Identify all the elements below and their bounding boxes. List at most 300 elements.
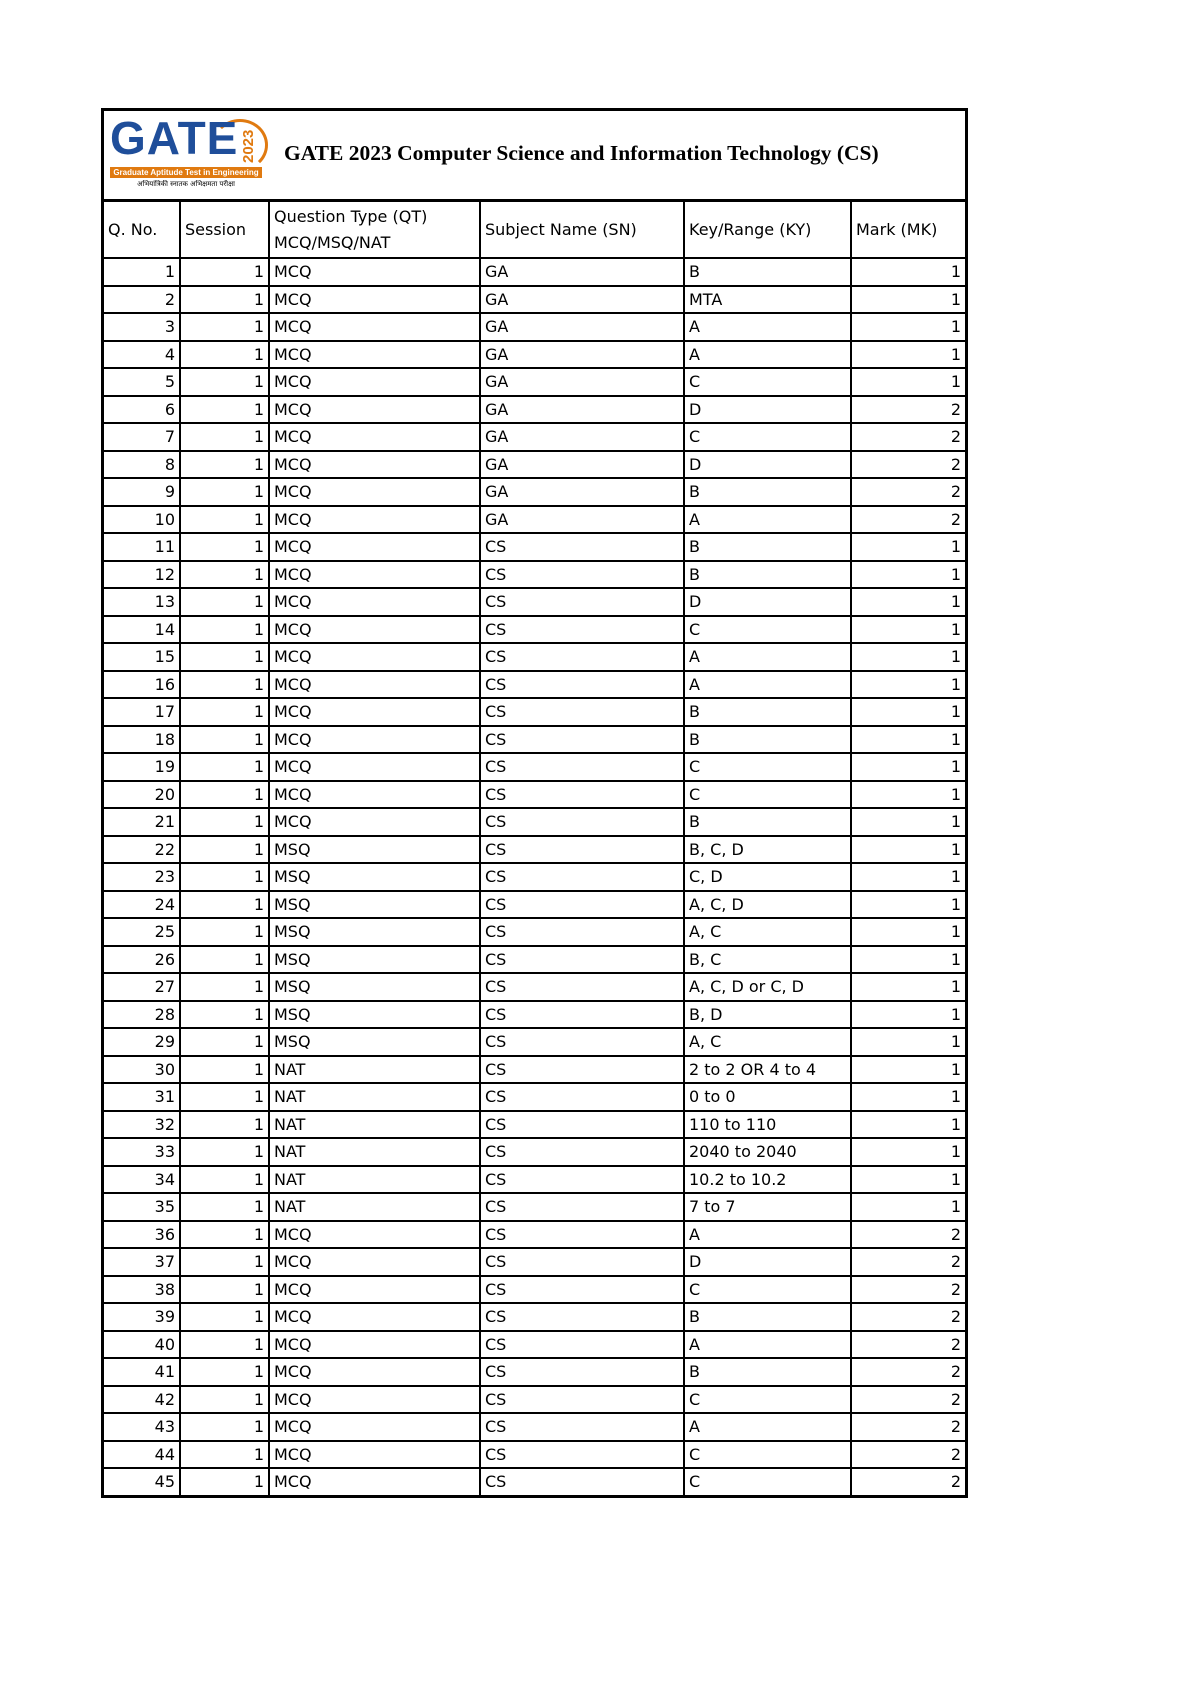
- cell-mark: 1: [851, 726, 965, 754]
- cell-question-type: MCQ: [269, 1358, 480, 1386]
- cell-mark: 1: [851, 588, 965, 616]
- cell-qno: 13: [104, 588, 180, 616]
- cell-subject: CS: [480, 1468, 684, 1495]
- cell-key: A: [684, 671, 851, 699]
- cell-mark: 2: [851, 396, 965, 424]
- cell-subject: CS: [480, 561, 684, 589]
- cell-qno: 10: [104, 506, 180, 534]
- cell-question-type: MSQ: [269, 918, 480, 946]
- cell-subject: CS: [480, 1441, 684, 1469]
- column-header-mark: Mark (MK): [851, 202, 965, 258]
- cell-subject: GA: [480, 258, 684, 286]
- column-header-qno: Q. No.: [104, 202, 180, 258]
- cell-subject: CS: [480, 1358, 684, 1386]
- cell-session: 1: [180, 1276, 269, 1304]
- cell-mark: 2: [851, 478, 965, 506]
- cell-mark: 1: [851, 1111, 965, 1139]
- cell-mark: 1: [851, 1166, 965, 1194]
- cell-mark: 1: [851, 643, 965, 671]
- cell-qno: 39: [104, 1303, 180, 1331]
- cell-qno: 11: [104, 533, 180, 561]
- cell-key: A, C: [684, 918, 851, 946]
- cell-mark: 1: [851, 1028, 965, 1056]
- cell-question-type: NAT: [269, 1056, 480, 1084]
- cell-mark: 1: [851, 313, 965, 341]
- cell-mark: 1: [851, 973, 965, 1001]
- cell-qno: 36: [104, 1221, 180, 1249]
- cell-subject: CS: [480, 1083, 684, 1111]
- page-title: GATE 2023 Computer Science and Information Technology (CS): [284, 141, 879, 165]
- table-row: [104, 1083, 965, 1111]
- logo-word: GATE: [110, 112, 239, 164]
- cell-key: B: [684, 1358, 851, 1386]
- table-row: [104, 561, 965, 589]
- cell-subject: CS: [480, 1331, 684, 1359]
- cell-session: 1: [180, 946, 269, 974]
- table-row: [104, 891, 965, 919]
- cell-key: C: [684, 1468, 851, 1495]
- cell-subject: GA: [480, 451, 684, 479]
- table-row: [104, 1221, 965, 1249]
- cell-session: 1: [180, 451, 269, 479]
- cell-qno: 38: [104, 1276, 180, 1304]
- table-row: [104, 836, 965, 864]
- cell-subject: GA: [480, 341, 684, 369]
- table-row: [104, 1441, 965, 1469]
- cell-qno: 31: [104, 1083, 180, 1111]
- cell-question-type: MCQ: [269, 423, 480, 451]
- cell-key: C: [684, 753, 851, 781]
- cell-mark: 2: [851, 1331, 965, 1359]
- table-row: [104, 1028, 965, 1056]
- cell-session: 1: [180, 506, 269, 534]
- cell-qno: 17: [104, 698, 180, 726]
- cell-qno: 25: [104, 918, 180, 946]
- cell-session: 1: [180, 588, 269, 616]
- cell-key: C, D: [684, 863, 851, 891]
- table-row: [104, 368, 965, 396]
- cell-qno: 35: [104, 1193, 180, 1221]
- cell-qno: 34: [104, 1166, 180, 1194]
- cell-subject: CS: [480, 946, 684, 974]
- cell-session: 1: [180, 671, 269, 699]
- cell-key: B: [684, 808, 851, 836]
- cell-qno: 29: [104, 1028, 180, 1056]
- cell-session: 1: [180, 616, 269, 644]
- table-row: [104, 1413, 965, 1441]
- cell-subject: CS: [480, 726, 684, 754]
- cell-qno: 9: [104, 478, 180, 506]
- cell-session: 1: [180, 863, 269, 891]
- cell-question-type: MSQ: [269, 1028, 480, 1056]
- cell-qno: 8: [104, 451, 180, 479]
- cell-question-type: MCQ: [269, 753, 480, 781]
- cell-session: 1: [180, 753, 269, 781]
- cell-subject: CS: [480, 1001, 684, 1029]
- cell-question-type: MCQ: [269, 396, 480, 424]
- cell-mark: 2: [851, 1468, 965, 1495]
- table-row: [104, 863, 965, 891]
- cell-question-type: MCQ: [269, 671, 480, 699]
- table-row: [104, 588, 965, 616]
- cell-key: B: [684, 698, 851, 726]
- cell-key: C: [684, 423, 851, 451]
- cell-qno: 27: [104, 973, 180, 1001]
- cell-key: C: [684, 368, 851, 396]
- cell-session: 1: [180, 918, 269, 946]
- cell-qno: 43: [104, 1413, 180, 1441]
- cell-mark: 1: [851, 836, 965, 864]
- cell-question-type: MCQ: [269, 1468, 480, 1495]
- cell-mark: 1: [851, 1056, 965, 1084]
- cell-mark: 2: [851, 1276, 965, 1304]
- logo-hindi-tagline: अभियांत्रिकी स्नातक अभिक्षमता परीक्षा: [137, 180, 235, 188]
- cell-subject: CS: [480, 1028, 684, 1056]
- cell-session: 1: [180, 1441, 269, 1469]
- cell-qno: 40: [104, 1331, 180, 1359]
- table-row: [104, 1331, 965, 1359]
- cell-qno: 2: [104, 286, 180, 314]
- cell-session: 1: [180, 1468, 269, 1495]
- cell-qno: 26: [104, 946, 180, 974]
- cell-key: A: [684, 341, 851, 369]
- cell-session: 1: [180, 368, 269, 396]
- cell-question-type: MCQ: [269, 1441, 480, 1469]
- cell-question-type: MCQ: [269, 561, 480, 589]
- cell-question-type: MCQ: [269, 781, 480, 809]
- cell-key: D: [684, 588, 851, 616]
- cell-mark: 2: [851, 1413, 965, 1441]
- column-header-subject: Subject Name (SN): [480, 202, 684, 258]
- cell-mark: 2: [851, 1441, 965, 1469]
- cell-key: B: [684, 561, 851, 589]
- cell-question-type: MSQ: [269, 973, 480, 1001]
- cell-key: A: [684, 643, 851, 671]
- cell-key: A, C: [684, 1028, 851, 1056]
- cell-qno: 45: [104, 1468, 180, 1495]
- cell-question-type: MCQ: [269, 1276, 480, 1304]
- table-row: [104, 726, 965, 754]
- table-row: [104, 1303, 965, 1331]
- cell-qno: 30: [104, 1056, 180, 1084]
- cell-question-type: MCQ: [269, 478, 480, 506]
- cell-subject: CS: [480, 1193, 684, 1221]
- cell-key: 110 to 110: [684, 1111, 851, 1139]
- cell-qno: 41: [104, 1358, 180, 1386]
- table-row: [104, 946, 965, 974]
- cell-question-type: MCQ: [269, 313, 480, 341]
- cell-session: 1: [180, 423, 269, 451]
- cell-key: D: [684, 1248, 851, 1276]
- cell-mark: 1: [851, 781, 965, 809]
- cell-question-type: MCQ: [269, 808, 480, 836]
- cell-subject: CS: [480, 1413, 684, 1441]
- table-row: [104, 1111, 965, 1139]
- cell-mark: 1: [851, 918, 965, 946]
- cell-session: 1: [180, 1248, 269, 1276]
- table-row: [104, 808, 965, 836]
- cell-session: 1: [180, 258, 269, 286]
- cell-mark: 1: [851, 341, 965, 369]
- cell-subject: CS: [480, 1276, 684, 1304]
- cell-qno: 12: [104, 561, 180, 589]
- table-row: [104, 1468, 965, 1495]
- cell-subject: CS: [480, 1303, 684, 1331]
- cell-subject: CS: [480, 1166, 684, 1194]
- cell-question-type: MCQ: [269, 368, 480, 396]
- column-header-question-type: Question Type (QT) MCQ/MSQ/NAT: [269, 202, 480, 258]
- table-row: [104, 1276, 965, 1304]
- cell-key: B: [684, 478, 851, 506]
- cell-qno: 33: [104, 1138, 180, 1166]
- cell-mark: 1: [851, 1001, 965, 1029]
- header-banner: [104, 111, 965, 202]
- cell-session: 1: [180, 1111, 269, 1139]
- cell-mark: 2: [851, 1303, 965, 1331]
- cell-key: A: [684, 313, 851, 341]
- table-row: [104, 1358, 965, 1386]
- cell-key: A: [684, 1331, 851, 1359]
- cell-mark: 1: [851, 891, 965, 919]
- table-row: [104, 698, 965, 726]
- cell-mark: 1: [851, 258, 965, 286]
- table-row: [104, 1193, 965, 1221]
- cell-session: 1: [180, 973, 269, 1001]
- cell-session: 1: [180, 1166, 269, 1194]
- table-row: [104, 341, 965, 369]
- cell-subject: CS: [480, 781, 684, 809]
- cell-question-type: MCQ: [269, 451, 480, 479]
- cell-question-type: NAT: [269, 1193, 480, 1221]
- cell-subject: CS: [480, 1221, 684, 1249]
- answer-key-table: [104, 202, 965, 1495]
- table-row: [104, 671, 965, 699]
- cell-key: MTA: [684, 286, 851, 314]
- cell-question-type: NAT: [269, 1111, 480, 1139]
- cell-subject: GA: [480, 368, 684, 396]
- cell-qno: 42: [104, 1386, 180, 1414]
- cell-question-type: MCQ: [269, 1221, 480, 1249]
- cell-mark: 1: [851, 808, 965, 836]
- cell-key: C: [684, 1386, 851, 1414]
- table-row: [104, 506, 965, 534]
- cell-key: B: [684, 533, 851, 561]
- table-row: [104, 533, 965, 561]
- table-row: [104, 1386, 965, 1414]
- cell-session: 1: [180, 1413, 269, 1441]
- table-row: [104, 423, 965, 451]
- cell-subject: CS: [480, 836, 684, 864]
- cell-session: 1: [180, 396, 269, 424]
- cell-question-type: MCQ: [269, 1413, 480, 1441]
- cell-mark: 1: [851, 753, 965, 781]
- cell-subject: GA: [480, 286, 684, 314]
- cell-key: 2040 to 2040: [684, 1138, 851, 1166]
- cell-session: 1: [180, 313, 269, 341]
- cell-qno: 37: [104, 1248, 180, 1276]
- cell-mark: 1: [851, 1138, 965, 1166]
- cell-key: A: [684, 1413, 851, 1441]
- table-row: [104, 313, 965, 341]
- cell-session: 1: [180, 341, 269, 369]
- cell-qno: 20: [104, 781, 180, 809]
- cell-key: B: [684, 258, 851, 286]
- cell-subject: GA: [480, 396, 684, 424]
- cell-question-type: MCQ: [269, 588, 480, 616]
- cell-qno: 15: [104, 643, 180, 671]
- cell-mark: 2: [851, 451, 965, 479]
- cell-key: C: [684, 781, 851, 809]
- cell-question-type: MCQ: [269, 258, 480, 286]
- cell-mark: 1: [851, 671, 965, 699]
- cell-mark: 2: [851, 1221, 965, 1249]
- cell-session: 1: [180, 1193, 269, 1221]
- cell-key: B: [684, 1303, 851, 1331]
- cell-key: 7 to 7: [684, 1193, 851, 1221]
- cell-question-type: MSQ: [269, 1001, 480, 1029]
- table-row: [104, 258, 965, 286]
- cell-subject: CS: [480, 616, 684, 644]
- cell-qno: 23: [104, 863, 180, 891]
- cell-subject: CS: [480, 1248, 684, 1276]
- cell-key: B, D: [684, 1001, 851, 1029]
- cell-question-type: MSQ: [269, 946, 480, 974]
- cell-qno: 4: [104, 341, 180, 369]
- cell-session: 1: [180, 726, 269, 754]
- cell-mark: 2: [851, 506, 965, 534]
- table-row: [104, 973, 965, 1001]
- cell-mark: 1: [851, 286, 965, 314]
- cell-subject: CS: [480, 891, 684, 919]
- table-row: [104, 396, 965, 424]
- cell-question-type: NAT: [269, 1138, 480, 1166]
- cell-mark: 2: [851, 1358, 965, 1386]
- column-header-key: Key/Range (KY): [684, 202, 851, 258]
- cell-subject: CS: [480, 808, 684, 836]
- cell-subject: GA: [480, 478, 684, 506]
- cell-key: 0 to 0: [684, 1083, 851, 1111]
- cell-session: 1: [180, 1001, 269, 1029]
- cell-session: 1: [180, 643, 269, 671]
- cell-question-type: MCQ: [269, 286, 480, 314]
- cell-subject: CS: [480, 643, 684, 671]
- cell-qno: 19: [104, 753, 180, 781]
- cell-key: A, C, D or C, D: [684, 973, 851, 1001]
- cell-qno: 7: [104, 423, 180, 451]
- cell-subject: GA: [480, 313, 684, 341]
- table-row: [104, 918, 965, 946]
- cell-subject: GA: [480, 423, 684, 451]
- cell-key: A: [684, 1221, 851, 1249]
- cell-question-type: MCQ: [269, 1303, 480, 1331]
- cell-subject: CS: [480, 1111, 684, 1139]
- cell-session: 1: [180, 1028, 269, 1056]
- cell-question-type: MCQ: [269, 698, 480, 726]
- cell-session: 1: [180, 478, 269, 506]
- cell-key: B, C: [684, 946, 851, 974]
- cell-session: 1: [180, 1221, 269, 1249]
- cell-session: 1: [180, 1358, 269, 1386]
- cell-session: 1: [180, 836, 269, 864]
- cell-session: 1: [180, 1303, 269, 1331]
- cell-key: D: [684, 396, 851, 424]
- table-row: [104, 643, 965, 671]
- cell-question-type: MCQ: [269, 506, 480, 534]
- table-row: [104, 1001, 965, 1029]
- cell-session: 1: [180, 808, 269, 836]
- table-row: [104, 1056, 965, 1084]
- cell-mark: 2: [851, 423, 965, 451]
- cell-qno: 18: [104, 726, 180, 754]
- cell-subject: CS: [480, 588, 684, 616]
- cell-key: B, C, D: [684, 836, 851, 864]
- cell-mark: 1: [851, 946, 965, 974]
- cell-question-type: MSQ: [269, 863, 480, 891]
- cell-session: 1: [180, 533, 269, 561]
- cell-subject: CS: [480, 533, 684, 561]
- table-row: [104, 753, 965, 781]
- cell-question-type: MCQ: [269, 533, 480, 561]
- cell-qno: 22: [104, 836, 180, 864]
- table-row: [104, 781, 965, 809]
- cell-subject: CS: [480, 863, 684, 891]
- cell-mark: 1: [851, 561, 965, 589]
- cell-session: 1: [180, 1138, 269, 1166]
- cell-key: C: [684, 1441, 851, 1469]
- answer-key-sheet: [101, 108, 968, 1498]
- cell-mark: 1: [851, 368, 965, 396]
- cell-session: 1: [180, 286, 269, 314]
- cell-mark: 1: [851, 863, 965, 891]
- cell-subject: CS: [480, 973, 684, 1001]
- cell-subject: CS: [480, 1386, 684, 1414]
- cell-question-type: MCQ: [269, 1248, 480, 1276]
- cell-session: 1: [180, 698, 269, 726]
- cell-subject: GA: [480, 506, 684, 534]
- cell-qno: 24: [104, 891, 180, 919]
- cell-session: 1: [180, 1386, 269, 1414]
- cell-question-type: MCQ: [269, 643, 480, 671]
- cell-question-type: NAT: [269, 1083, 480, 1111]
- cell-subject: CS: [480, 698, 684, 726]
- table-row: [104, 616, 965, 644]
- cell-key: B: [684, 726, 851, 754]
- table-row: [104, 1166, 965, 1194]
- cell-question-type: MSQ: [269, 836, 480, 864]
- cell-session: 1: [180, 891, 269, 919]
- cell-question-type: MCQ: [269, 616, 480, 644]
- cell-key: 2 to 2 OR 4 to 4: [684, 1056, 851, 1084]
- cell-key: 10.2 to 10.2: [684, 1166, 851, 1194]
- table-row: [104, 451, 965, 479]
- table-row: [104, 1138, 965, 1166]
- cell-session: 1: [180, 781, 269, 809]
- cell-mark: 1: [851, 616, 965, 644]
- table-row: [104, 478, 965, 506]
- cell-question-type: MCQ: [269, 1331, 480, 1359]
- cell-subject: CS: [480, 1138, 684, 1166]
- cell-mark: 1: [851, 698, 965, 726]
- cell-mark: 2: [851, 1248, 965, 1276]
- gate-logo: [108, 112, 266, 193]
- cell-session: 1: [180, 1056, 269, 1084]
- cell-mark: 1: [851, 533, 965, 561]
- cell-mark: 1: [851, 1083, 965, 1111]
- cell-subject: CS: [480, 753, 684, 781]
- cell-key: C: [684, 616, 851, 644]
- cell-qno: 16: [104, 671, 180, 699]
- cell-key: A: [684, 506, 851, 534]
